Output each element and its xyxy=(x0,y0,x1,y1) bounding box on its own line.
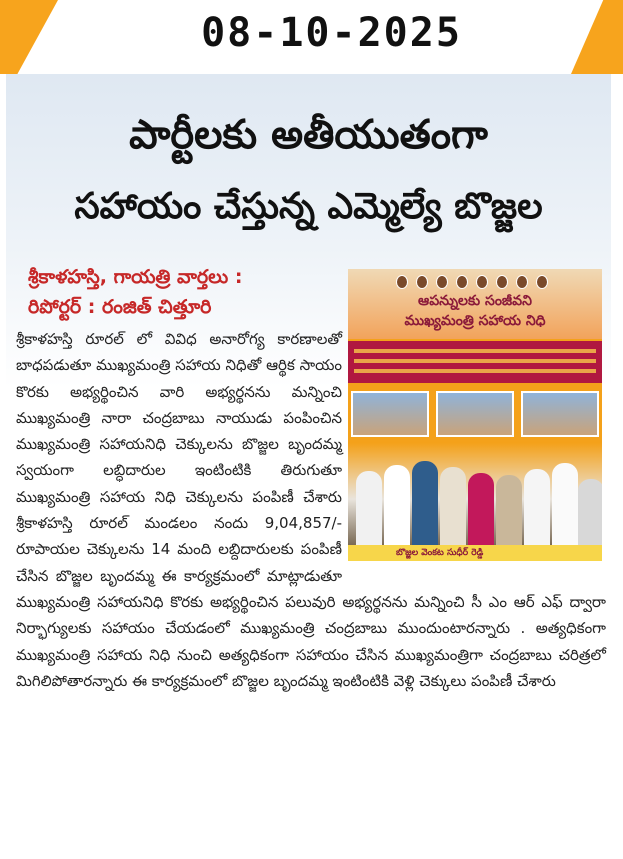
date-banner xyxy=(0,0,623,74)
photo-caption: బొజ్జల వెంకట సుధీర్ రెడ్డి xyxy=(348,545,602,561)
photo-banner xyxy=(348,269,602,339)
publication-date: 08-10-2025 xyxy=(201,10,462,56)
news-article xyxy=(6,74,611,859)
photo-info-band xyxy=(348,341,602,383)
thumbnail-photo xyxy=(351,391,429,437)
thumbnail-photo xyxy=(436,391,514,437)
article-body: శ్రీకాళహస్తి రూరల్ లో వివిధ అనారోగ్య కారణాలతో బాధపడుతూ ముఖ్యమంత్రి సహాయ నిధితో ఆర్థిక సాయం కొరకు అభ్యర్థించిన వారి అభ్యర్థనను మన్నించి ముఖ్యమంత్రి నారా చంద్రబాబు నాయుడు పంపించిన ముఖ్యమంత్రి సహాయనిధి చెక్కులను బొజ్జల బృందమ్మ స్వయంగా లబ్ధిదారుల ఇంటింటికి తిరుగుతూ ముఖ్యమంత్రి సహాయ నిధి చెక్కులను పంపిణీ చేశారు శ్రీకాళహస్తి రూరల్ మండలం నందు 9,04,857/- రూపాయల చెక్కులను 14 మంది లబ్దిదారులకు పంపిణీ చేసిన బొజ్జల బృందమ్మ ఈ కార్యక్రమంలో మాట్లాడుతూ ముఖ్యమంత్రి సహాయనిధి కొరకు అభ్యర్థించిన పలువురి అభ్యర్థనను మన్నించి సీ ఎం ఆర్ ఎఫ్ ద్వారా నిర్భాగ్యులకు సహాయం చేయడంలో ముఖ్యమంత్రి చంద్రబాబు ముందుంటారన్నారు . అత్యధికంగా ముఖ్యమంత్రి సహాయ నిధి నుంచి అత్యధికంగా సహాయం చేసిన ముఖ్యమంత్రిగా చంద్రబాబు చరిత్రలో మిగిలిపోతారన్నారు ఈ కార్యక్రమంలో బొజ్జల బృందమ్మ ఇంటింటికి వెళ్లి చెక్కులు పంపిణీ చేశారు xyxy=(16,330,606,690)
headline-line-2: సహాయం చేస్తున్న ఎమ్మెల్యే బొజ్జల xyxy=(74,186,543,227)
byline-reporter: రిపోర్టర్ : రంజిత్ చిత్తూరి xyxy=(28,296,212,318)
photo-banner-title-1: ఆపన్నులకు సంజీవని xyxy=(418,293,532,309)
photo-banner-title-2: ముఖ్యమంత్రి సహాయ నిధి xyxy=(404,313,546,329)
photo-thumbnails xyxy=(348,387,602,441)
group-photo xyxy=(348,443,602,545)
byline-location: శ్రీకాళహస్తి, గాయత్రి వార్తలు : xyxy=(28,266,243,288)
news-photo xyxy=(348,269,602,561)
thumbnail-photo xyxy=(521,391,599,437)
leader-portraits xyxy=(396,275,548,289)
headline-line-1: పార్టీలకు అతీయుతంగా xyxy=(129,112,488,158)
